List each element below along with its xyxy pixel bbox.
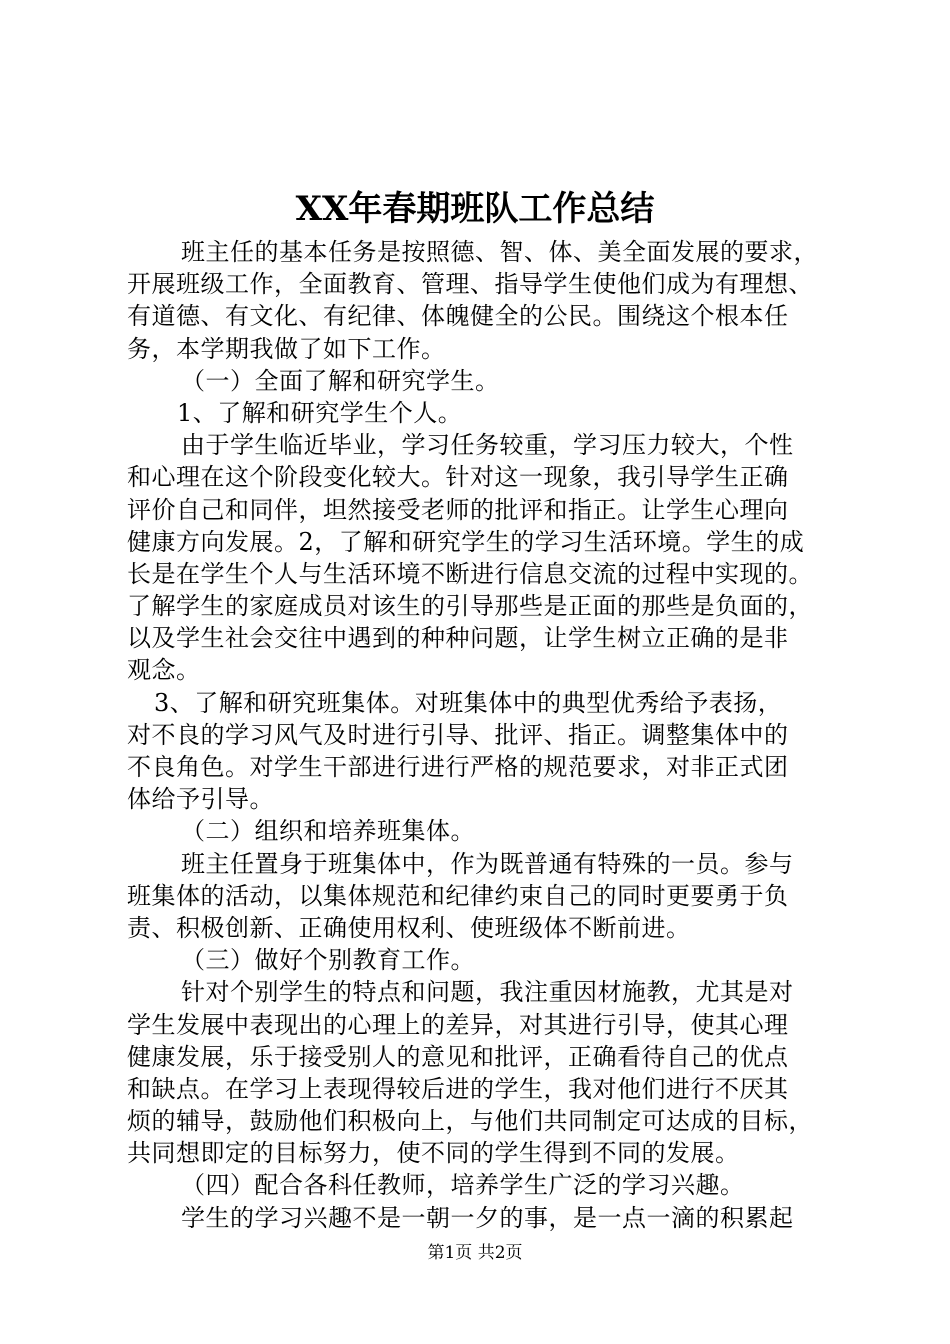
text-line: 学生发展中表现出的心理上的差异，对其进行引导，使其心理 — [127, 1010, 789, 1039]
text-line: 针对个别学生的特点和问题，我注重因材施教，尤其是对 — [181, 978, 794, 1007]
section-heading: （二）组织和培养班集体。 — [181, 817, 475, 846]
text-line: 班主任的基本任务是按照德、智、体、美全面发展的要求， — [181, 238, 818, 266]
text-line: 务，本学期我做了如下工作。 — [127, 334, 446, 363]
text-line: 观念。 — [127, 656, 201, 685]
text-line: 和缺点。在学习上表现得较后进的学生，我对他们进行不厌其 — [127, 1074, 789, 1103]
text-line: 不良角色。对学生干部进行进行严格的规范要求，对非正式团 — [127, 753, 789, 781]
document-body — [127, 236, 847, 1234]
text-line: 有道德、有文化、有纪律、体魄健全的公民。围绕这个根本任 — [127, 302, 789, 331]
section-heading: （四）配合各科任教师，培养学生广泛的学习兴趣。 — [181, 1171, 745, 1200]
text-line: 评价自己和同伴，坦然接受老师的批评和指正。让学生心理向 — [127, 495, 789, 524]
text-line: 长是在学生个人与生活环境不断进行信息交流的过程中实现的。 — [127, 559, 813, 588]
text-line: 开展班级工作，全面教育、管理、指导学生使他们成为有理想、 — [127, 270, 813, 299]
text-line: 班主任置身于班集体中，作为既普通有特殊的一员。参与 — [181, 849, 794, 878]
page-number-footer: 第1页 共2页 — [427, 1243, 523, 1263]
text-line: 体给予引导。 — [127, 785, 274, 814]
document-title: XX年春期班队工作总结 — [295, 189, 655, 229]
text-line: 3、了解和研究班集体。对班集体中的典型优秀给予表扬， — [154, 688, 783, 717]
text-line: 以及学生社会交往中遇到的种种问题，让学生树立正确的是非 — [127, 624, 789, 653]
text-line: 班集体的活动，以集体规范和纪律约束自己的同时更要勇于负 — [127, 881, 789, 910]
text-line: 责、积极创新、正确使用权利、使班级体不断前进。 — [127, 913, 691, 942]
text-line: 和心理在这个阶段变化较大。针对这一现象，我引导学生正确 — [127, 463, 789, 492]
text-line: 共同想即定的目标努力，使不同的学生得到不同的发展。 — [127, 1139, 740, 1168]
text-line: 对不良的学习风气及时进行引导、批评、指正。调整集体中的 — [127, 720, 789, 749]
section-heading: （一）全面了解和研究学生。 — [181, 366, 500, 395]
section-heading: （三）做好个别教育工作。 — [181, 946, 475, 975]
text-line: 健康方向发展。2，了解和研究学生的学习生活环境。学生的成 — [127, 527, 805, 556]
text-line: 学生的学习兴趣不是一朝一夕的事，是一点一滴的积累起 — [181, 1203, 794, 1232]
text-line: 了解学生的家庭成员对该生的引导那些是正面的那些是负面的， — [127, 592, 813, 621]
text-line: 烦的辅导，鼓励他们积极向上，与他们共同制定可达成的目标， — [127, 1107, 813, 1136]
subsection-heading: 1、了解和研究学生个人。 — [177, 398, 463, 427]
text-line: 由于学生临近毕业，学习任务较重，学习压力较大，个性 — [181, 431, 794, 460]
text-line: 健康发展，乐于接受别人的意见和批评，正确看待自己的优点 — [127, 1042, 789, 1071]
